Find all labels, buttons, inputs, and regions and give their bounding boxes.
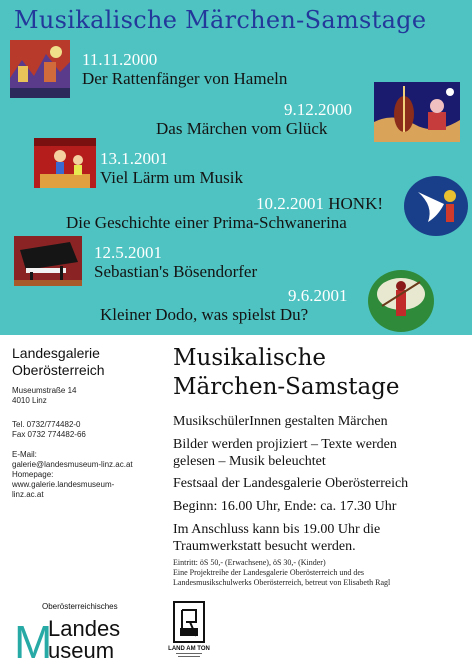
info-line-2b: gelesen – Musik beleuchtet <box>173 454 326 469</box>
event-date: 9.6.2001 <box>288 286 348 305</box>
event-title: Viel Lärm um Musik <box>100 168 243 187</box>
event-extra: HONK! <box>328 194 384 213</box>
poster-title: Musikalische Märchen-Samstage <box>14 6 427 34</box>
gallery-name-line2: Oberösterreich <box>12 362 105 378</box>
event-1 <box>82 50 287 88</box>
headline-line2: Märchen-Samstage <box>173 374 400 400</box>
event-title: Kleiner Dodo, was spielst Du? <box>100 305 309 324</box>
event-title: Das Märchen vom Glück <box>156 119 328 138</box>
land-am-ton-logo <box>168 600 210 658</box>
landesmuseum-logo-useum: useum <box>48 638 115 663</box>
info-line-5b: Traumwerkstatt besucht werden. <box>173 539 356 554</box>
gallery-name <box>12 345 105 379</box>
event-date: 10.2.2001 <box>256 194 324 213</box>
homepage-link[interactable]: www.galerie.landesmuseum- <box>12 480 115 489</box>
info-line-3: Festsaal der Landesgalerie Oberösterreich <box>173 476 409 491</box>
gallery-city: 4010 Linz <box>12 396 47 405</box>
event-title: Der Rattenfänger von Hameln <box>82 69 288 88</box>
info-fine-print <box>173 558 390 588</box>
event-date: 9.12.2000 <box>284 100 352 119</box>
headline-line1: Musikalische <box>173 345 326 371</box>
land-am-ton-text: LAND AM TON <box>168 646 210 652</box>
project-text-1: Eine Projektreihe der Landesgalerie Oberösterreich und des <box>173 568 365 577</box>
gallery-fax: Fax 0732 774482-66 <box>12 430 86 439</box>
event-date: 11.11.2000 <box>82 50 158 69</box>
info-line-1: MusikschülerInnen gestalten Märchen <box>173 414 388 429</box>
info-line-4: Beginn: 16.00 Uhr, Ende: ca. 17.30 Uhr <box>173 499 397 514</box>
event-date: 12.5.2001 <box>94 243 162 262</box>
museum-logo-caption: Oberösterreichisches <box>42 602 118 611</box>
landesmuseum-logo <box>14 614 134 666</box>
event-date: 13.1.2001 <box>100 149 168 168</box>
event-thumb-honk <box>404 176 468 236</box>
admission-text: Eintritt: öS 50,- (Erwachsene), öS 30,- (Kinder) <box>173 558 326 567</box>
event-3 <box>100 149 243 187</box>
info-line-2 <box>173 436 397 470</box>
event-title: Sebastian's Bösendorfer <box>94 262 258 281</box>
event-6 <box>100 286 348 324</box>
gallery-tel: Tel. 0732/774482-0 <box>12 420 81 429</box>
event-5 <box>94 243 257 281</box>
info-headline <box>173 344 400 402</box>
homepage-label: Homepage: <box>12 470 54 479</box>
homepage-link-cont[interactable]: linz.ac.at <box>12 490 44 499</box>
gallery-name-line1: Landesgalerie <box>12 345 100 361</box>
gallery-street: Museumstraße 14 <box>12 386 77 395</box>
landesmuseum-logo-landes: Landes <box>48 616 121 641</box>
gallery-phone <box>12 420 86 440</box>
project-text-2: Landesmusikschulwerks Oberösterreich, betreut von Elisabeth Ragl <box>173 578 391 587</box>
event-thumb-dodo <box>368 270 434 332</box>
event-4 <box>66 194 383 232</box>
landesmuseum-logo-m: M <box>14 616 53 666</box>
gallery-contact <box>12 450 133 500</box>
info-line-5a: Im Anschluss kann bis 19.00 Uhr die <box>173 522 381 537</box>
email-label: E-Mail: <box>12 450 37 459</box>
info-line-5 <box>173 521 380 555</box>
event-2 <box>156 100 352 138</box>
event-thumb-boesendorfer <box>14 236 82 286</box>
event-thumb-rattenfaenger <box>10 40 70 98</box>
email-link[interactable]: galerie@landesmuseum-linz.ac.at <box>12 460 133 469</box>
event-title: Die Geschichte einer Prima-Schwanerina <box>66 213 347 232</box>
event-thumb-glueck <box>374 82 460 142</box>
info-line-2a: Bilder werden projiziert – Texte werden <box>173 437 397 452</box>
event-thumb-laerm <box>34 138 96 188</box>
gallery-address <box>12 386 76 406</box>
